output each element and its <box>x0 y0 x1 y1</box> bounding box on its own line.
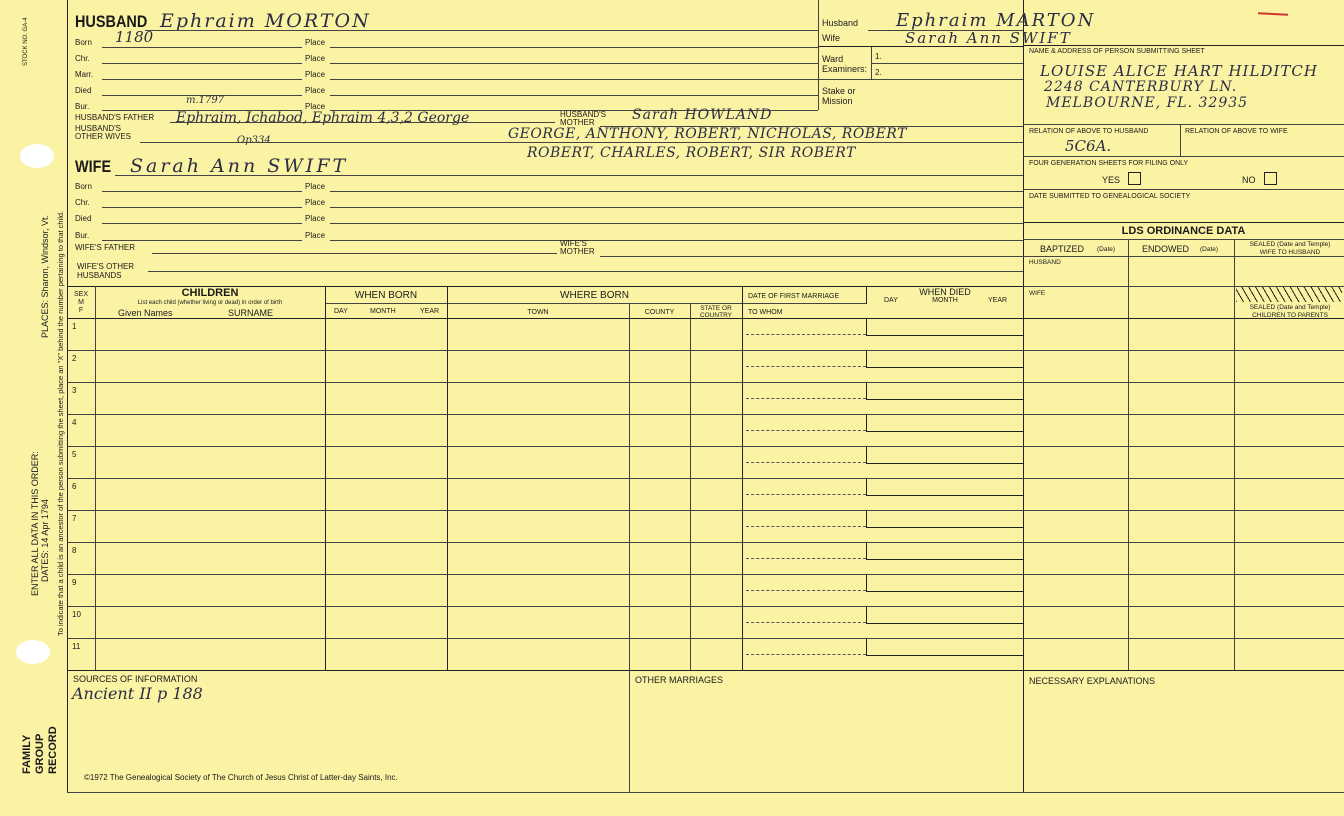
four-gen-bottom-line <box>1023 189 1344 190</box>
submitter-label: NAME & ADDRESS OF PERSON SUBMITTING SHEET <box>1029 48 1205 55</box>
row-line <box>67 574 1344 575</box>
other-marriages-label: OTHER MARRIAGES <box>635 675 724 685</box>
given-names-label: Given Names <box>118 308 173 318</box>
hdr-wife-value: Sarah Ann SWIFT <box>905 29 1072 47</box>
lds-top-line <box>1023 222 1344 223</box>
punch-hole-top <box>20 144 54 168</box>
wife-bur-place-line <box>330 240 1023 241</box>
bottom-line <box>67 792 1344 793</box>
copyright: ©1972 The Genealogical Society of The Church of Jesus Christ of Latter-day Saints, Inc. <box>84 773 398 782</box>
lds-endowed: ENDOWED <box>1142 244 1189 254</box>
other-wives-line <box>140 142 1023 143</box>
husband-mother-label-1: HUSBAND'S <box>560 110 606 119</box>
sex-f-label: F <box>78 307 84 314</box>
died-month-label: MONTH <box>932 297 958 304</box>
chr-line <box>102 63 302 64</box>
row-number: 2 <box>72 354 77 363</box>
marriage-dash <box>746 334 866 335</box>
lds-sealed-wife-1: SEALED (Date and Temple) <box>1249 241 1331 248</box>
col-county <box>690 303 691 670</box>
row-line <box>67 414 1344 415</box>
wife-other-husbands-line <box>148 271 1023 272</box>
died-bracket <box>866 543 1024 560</box>
wife-died-line <box>102 223 302 224</box>
born-day-label: DAY <box>334 308 348 315</box>
wife-died-place-line <box>330 223 1023 224</box>
wife-father-line <box>152 253 557 254</box>
husband-died-place-label: Place <box>305 86 326 95</box>
row-line <box>67 446 1344 447</box>
row-number: 3 <box>72 386 77 395</box>
husband-other-wives-value-2: ROBERT, CHARLES, ROBERT, SIR ROBERT <box>527 145 856 161</box>
examiners-bottom-line <box>818 79 1023 80</box>
marriage-dash <box>746 526 866 527</box>
no-checkbox[interactable] <box>1264 172 1277 185</box>
wife-bur-line <box>102 240 302 241</box>
marriage-dash <box>746 462 866 463</box>
wife-name: Sarah Ann SWIFT <box>130 155 349 177</box>
relation-bottom-line <box>1023 156 1344 157</box>
indicate-note: To indicate that a child is an ancestor of the person submitting the sheet, place an "X" behind the number pertaining to that child. <box>56 210 65 636</box>
husband-chr-label: Chr. <box>75 54 90 63</box>
row-number: 1 <box>72 322 77 331</box>
born-line <box>102 47 302 48</box>
wife-mother-line <box>600 256 1023 257</box>
examiner-1: 1. <box>875 52 882 61</box>
form-title-line2: GROUP <box>34 733 46 774</box>
relation-divider <box>1180 124 1181 156</box>
row-line <box>67 382 1344 383</box>
examiners-mid-line <box>871 63 1023 64</box>
husband-other-wives-value: GEORGE, ANTHONY, ROBERT, NICHOLAS, ROBERT <box>508 126 907 142</box>
stock-number: STOCK NO. GA-4 <box>23 17 29 66</box>
wife-born-place-line <box>330 191 1023 192</box>
first-marriage-label: DATE OF FIRST MARRIAGE <box>748 293 840 300</box>
when-died-label: WHEN DIED <box>919 287 971 297</box>
father-line <box>170 122 555 123</box>
lds-sealed-wife-2: WIFE TO HUSBAND <box>1259 249 1321 256</box>
stake-label-2: Mission <box>822 96 853 106</box>
sources-label: SOURCES OF INFORMATION <box>73 674 198 684</box>
stake-label-1: Stake or <box>822 86 856 96</box>
no-label: NO <box>1242 175 1256 185</box>
marriage-dash <box>746 366 866 367</box>
lds-husband-row: HUSBAND <box>1029 259 1061 266</box>
header-divider <box>818 0 819 110</box>
wife-mother-label-2: MOTHER <box>560 247 595 256</box>
marriage-dash <box>746 654 866 655</box>
submitter-top-line <box>1023 45 1344 46</box>
lds-wife-row: WIFE <box>1029 290 1046 297</box>
row-line <box>67 478 1344 479</box>
wife-died-place-label: Place <box>305 214 326 223</box>
children-subtitle: List each child (whether living or dead) in order of birth <box>137 300 283 306</box>
marriage-dash <box>746 558 866 559</box>
children-title: CHILDREN <box>181 287 239 299</box>
row-line <box>67 606 1344 607</box>
husband-name-line <box>145 30 818 31</box>
husband-died-label: Died <box>75 86 92 95</box>
hdr-wife-label: Wife <box>822 33 840 43</box>
wife-chr-label: Chr. <box>75 198 90 207</box>
four-gen-label: FOUR GENERATION SHEETS FOR FILING ONLY <box>1029 160 1189 167</box>
state-label-1: STATE OR <box>700 305 732 312</box>
born-month-label: MONTH <box>370 308 396 315</box>
submitter-line1: LOUISE ALICE HART HILDITCH <box>1040 62 1318 80</box>
born-place-line <box>330 47 818 48</box>
when-born-label: WHEN BORN <box>354 290 418 301</box>
enter-order-note: ENTER ALL DATA IN THIS ORDER: <box>30 451 40 596</box>
row-line <box>67 510 1344 511</box>
row-line <box>67 542 1344 543</box>
row-number: 6 <box>72 482 77 491</box>
lds-title: LDS ORDINANCE DATA <box>1121 225 1246 237</box>
husband-other-wives-label-1: HUSBAND'S <box>75 124 121 133</box>
husband-marr-label: Marr. <box>75 70 94 79</box>
marriage-dash <box>746 590 866 591</box>
examiners-label: Examiners: <box>822 64 868 74</box>
husband-bur-annotation: m.1797 <box>186 95 225 106</box>
died-bracket <box>866 415 1024 432</box>
marr-line <box>102 79 302 80</box>
wife-born-place-label: Place <box>305 182 326 191</box>
where-born-label: WHERE BORN <box>560 290 629 301</box>
col-died <box>866 286 867 304</box>
examiner-2: 2. <box>875 68 882 77</box>
places-note: PLACES: Sharon, Windsor, Vt. <box>40 214 50 338</box>
col-town <box>629 303 630 792</box>
wife-father-label: WIFE'S FATHER <box>75 243 136 252</box>
town-label: TOWN <box>527 309 549 316</box>
row-number: 7 <box>72 514 77 523</box>
husband-mother-label-2: MOTHER <box>560 118 595 127</box>
husband-born-label: Born <box>75 38 92 47</box>
husband-heading: HUSBAND <box>75 12 148 31</box>
row-line <box>67 350 1344 351</box>
lds-baptized-date: (Date) <box>1097 246 1116 253</box>
died-bracket <box>866 479 1024 496</box>
died-bracket <box>866 511 1024 528</box>
row-number: 10 <box>72 610 81 619</box>
marriage-dash <box>746 622 866 623</box>
wife-other-husbands-label-1: WIFE'S OTHER <box>77 262 135 271</box>
row-number: 4 <box>72 418 77 427</box>
died-bracket <box>866 351 1024 368</box>
children-bottom-line <box>67 670 1344 671</box>
state-label-2: COUNTRY <box>699 312 733 319</box>
form-title-line1: FAMILY <box>21 734 33 774</box>
submitter-line2: 2248 CANTERBURY LN. <box>1044 79 1238 95</box>
relation-husband-label: RELATION OF ABOVE TO HUSBAND <box>1029 128 1149 135</box>
lds-baptized: BAPTIZED <box>1040 244 1085 254</box>
lds-endowed-date: (Date) <box>1200 246 1219 253</box>
lds-hatch <box>1236 287 1342 302</box>
wife-other-husbands-label-2: HUSBANDS <box>77 271 122 280</box>
husband-born-place-label: Place <box>305 38 326 47</box>
died-year-label: YEAR <box>988 297 1008 304</box>
left-border <box>67 0 68 792</box>
husband-other-wives-annotation: Op334 <box>237 135 271 146</box>
relation-wife-label: RELATION OF ABOVE TO WIFE <box>1185 128 1288 135</box>
hdr-husband-value: Ephraim MARTON <box>896 10 1096 31</box>
husband-born-value: 1180 <box>115 28 154 46</box>
form-title-line3: RECORD <box>47 726 59 774</box>
husband-other-wives-label-2: OTHER WIVES <box>75 132 132 141</box>
died-bracket <box>866 575 1024 592</box>
wife-died-label: Died <box>75 214 92 223</box>
marriage-dash <box>746 398 866 399</box>
children-header-mid <box>325 303 866 304</box>
husband-name: Ephraim MORTON <box>160 10 371 32</box>
submitter-bottom-line <box>1023 124 1344 125</box>
wife-chr-line <box>102 207 302 208</box>
chr-place-line <box>330 63 818 64</box>
wife-heading: WIFE <box>75 157 112 176</box>
punch-hole-bottom <box>16 640 50 664</box>
wife-born-label: Born <box>75 182 92 191</box>
died-bracket <box>866 607 1024 624</box>
submitter-line3: MELBOURNE, FL. 32935 <box>1046 95 1249 111</box>
wife-chr-place-line <box>330 207 1023 208</box>
surname-label: SURNAME <box>228 308 274 318</box>
sex-label: SEX <box>73 291 88 298</box>
hdr-wife-line <box>818 46 1023 47</box>
husband-marr-place-label: Place <box>305 70 326 79</box>
date-submitted-label: DATE SUBMITTED TO GENEALOGICAL SOCIETY <box>1029 193 1191 200</box>
necessary-explanations-label: NECESSARY EXPLANATIONS <box>1029 676 1156 686</box>
husband-chr-place-label: Place <box>305 54 326 63</box>
born-year-label: YEAR <box>420 308 440 315</box>
died-bracket <box>866 639 1024 656</box>
row-line <box>67 638 1344 639</box>
wife-bur-place-label: Place <box>305 231 326 240</box>
died-bracket <box>866 447 1024 464</box>
sources-value: Ancient II p 188 <box>72 684 203 703</box>
marriage-dash <box>746 494 866 495</box>
husband-father-value: Ephraim, Ichabod, Ephraim 4,3,2 George <box>176 110 470 126</box>
wife-born-line <box>102 191 302 192</box>
wife-chr-place-label: Place <box>305 198 326 207</box>
yes-checkbox[interactable] <box>1128 172 1141 185</box>
died-place-line <box>330 95 818 96</box>
county-label: COUNTY <box>644 309 675 316</box>
wife-mother-label-1: WIFE'S <box>560 239 587 248</box>
ward-label: Ward <box>822 54 844 64</box>
lds-sealed-children-2: CHILDREN TO PARENTS <box>1252 312 1328 319</box>
row-number: 5 <box>72 450 77 459</box>
died-day-label: DAY <box>884 297 898 304</box>
died-bracket <box>866 383 1024 400</box>
red-mark <box>1258 12 1288 16</box>
dates-note: DATES: 14 Apr 1794 <box>40 499 50 582</box>
relation-husband-value: 5C6A. <box>1065 137 1112 155</box>
hdr-husband-label: Husband <box>822 18 859 28</box>
sex-m-label: M <box>78 299 84 306</box>
row-number: 11 <box>72 642 81 651</box>
wife-name-line <box>115 175 1023 176</box>
wife-bur-label: Bur. <box>75 231 90 240</box>
to-whom-label: TO WHOM <box>748 309 783 316</box>
husband-bur-place-label: Place <box>305 102 326 111</box>
row-number: 9 <box>72 578 77 587</box>
lds-header-line <box>1023 256 1344 257</box>
marriage-dash <box>746 430 866 431</box>
husband-mother-value: Sarah HOWLAND <box>632 107 773 123</box>
husband-bur-label: Bur. <box>75 102 90 111</box>
marr-place-line <box>330 79 818 80</box>
lds-sealed-children-1: SEALED (Date and Temple) <box>1249 304 1331 311</box>
husband-father-label: HUSBAND'S FATHER <box>75 113 155 122</box>
row-number: 8 <box>72 546 77 555</box>
yes-label: YES <box>1102 175 1121 185</box>
died-bracket <box>866 319 1024 336</box>
